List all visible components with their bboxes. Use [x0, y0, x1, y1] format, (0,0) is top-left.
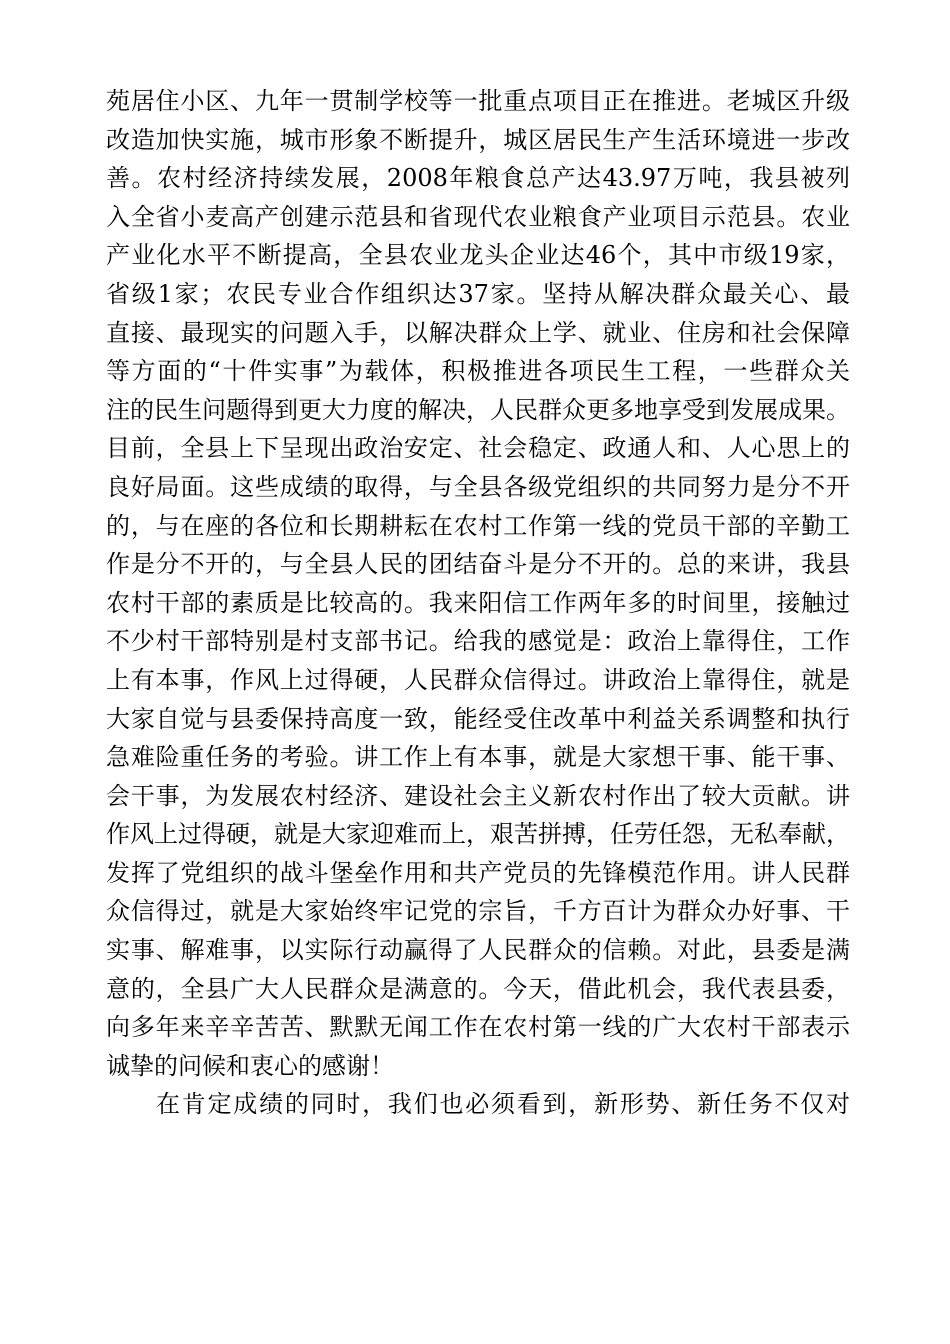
text-line: 直接、最现实的问题入手，以解决群众上学、就业、住房和社会保障: [106, 318, 850, 347]
text-line: 农村干部的素质是比较高的。我来阳信工作两年多的时间里，接触过: [106, 588, 850, 617]
text-line: 良好局面。这些成绩的取得，与全县各级党组织的共同努力是分不开: [106, 472, 850, 501]
body-text: [106, 82, 850, 1124]
text-line: 善。农村经济持续发展，2008年粮食总产达43.97万吨，我县被列: [106, 164, 850, 193]
text-line: 不少村干部特别是村支部书记。给我的感觉是：政治上靠得住，工作: [106, 627, 850, 656]
next-paragraph-first-line: 在肯定成绩的同时，我们也必须看到，新形势、新任务不仅对: [156, 1090, 850, 1119]
text-line: 作是分不开的，与全县人民的团结奋斗是分不开的。总的来讲，我县: [106, 550, 850, 579]
text-line: 入全省小麦高产创建示范县和省现代农业粮食产业项目示范县。农业: [106, 202, 850, 231]
text-line: 的，与在座的各位和长期耕耘在农村工作第一线的党员干部的辛勤工: [106, 511, 850, 540]
text-line: 目前，全县上下呈现出政治安定、社会稳定、政通人和、人心思上的: [106, 434, 850, 463]
text-line: 实事、解难事，以实际行动赢得了人民群众的信赖。对此，县委是满: [106, 936, 850, 965]
text-line: 上有本事，作风上过得硬，人民群众信得过。讲政治上靠得住，就是: [106, 665, 850, 694]
text-line: 省级1家；农民专业合作组织达37家。坚持从解决群众最关心、最: [106, 279, 850, 308]
text-line: 产业化水平不断提高，全县农业龙头企业达46个，其中市级19家，: [106, 241, 850, 270]
text-line: 意的，全县广大人民群众是满意的。今天，借此机会，我代表县委，: [106, 974, 850, 1003]
text-line: 众信得过，就是大家始终牢记党的宗旨，千方百计为群众办好事、干: [106, 897, 850, 926]
text-line: 苑居住小区、九年一贯制学校等一批重点项目正在推进。老城区升级: [106, 87, 850, 115]
text-line: 等方面的“十件实事”为载体，积极推进各项民生工程，一些群众关: [106, 357, 850, 386]
text-line: 改造加快实施，城市形象不断提升，城区居民生产生活环境进一步改: [106, 125, 850, 154]
text-line: 作风上过得硬，就是大家迎难而上，艰苦拼搏，任劳任怨，无私奉献，: [106, 820, 850, 849]
text-line: 会干事，为发展农村经济、建设社会主义新农村作出了较大贡献。讲: [106, 781, 850, 810]
text-line: 向多年来辛辛苦苦、默默无闻工作在农村第一线的广大农村干部表示: [106, 1013, 850, 1042]
paragraph-end-line: 诚挚的问候和衷心的感谢！: [106, 1051, 394, 1080]
text-line: 急难险重任务的考验。讲工作上有本事，就是大家想干事、能干事、: [106, 743, 850, 772]
text-line: 大家自觉与县委保持高度一致，能经受住改革中利益关系调整和执行: [106, 704, 850, 733]
text-line: 发挥了党组织的战斗堡垒作用和共产党员的先锋模范作用。讲人民群: [106, 858, 850, 887]
text-line: 注的民生问题得到更大力度的解决，人民群众更多地享受到发展成果。: [106, 395, 850, 424]
